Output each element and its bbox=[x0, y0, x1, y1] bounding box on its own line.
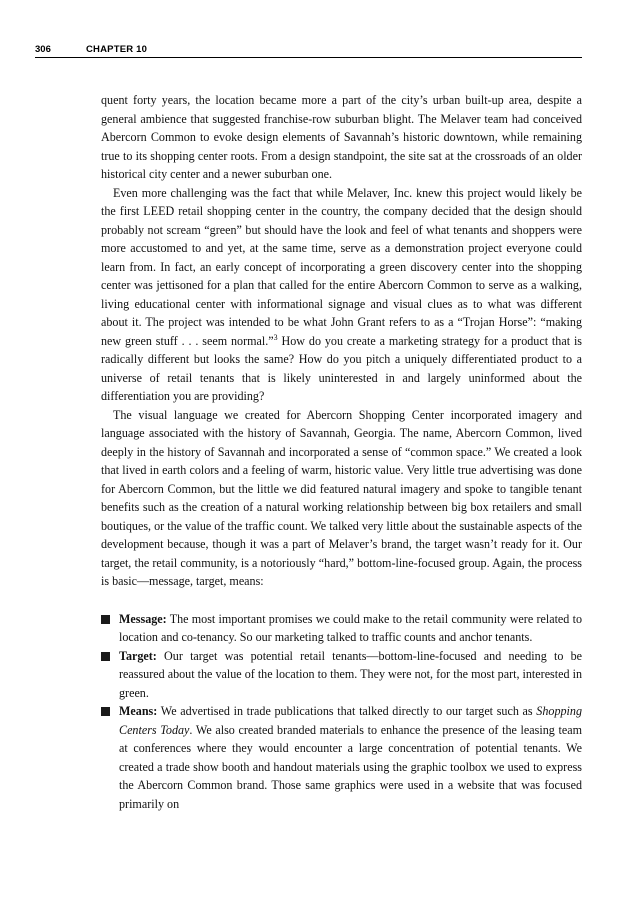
bullet-means bbox=[101, 702, 582, 813]
body-text bbox=[101, 91, 582, 813]
paragraph-1: quent forty years, the location became more a part of the city’s urban built-up area, despite a general ambience that suggested franchise-row suburban blight. The Melaver team had conceived Abercorn Common to evoke design elements of Savannah’s historic downtown, while remaining true to its shopping center roots. From a design standpoint, the site sat at the crossroads of an older historical city center and a newer suburban one. bbox=[101, 93, 582, 181]
square-bullet-icon bbox=[101, 707, 110, 716]
paragraph-2-text-a: Even more challenging was the fact that while Melaver, Inc. knew this project would likely be the first LEED retail shopping center in the country, the company decided that the design should probably not scream “green” but should have the look and feel of what tenants and shoppers were more accustomed to and yet, at the same time, serve as a demonstration project everyone could learn from. In fact, an early concept of incorporating a green discovery center into the shopping center was jettisoned for a plan that called for the entire Abercorn Common to serve as a walking, living educational center with informational signage and visual clues as to what was different about it. The project was intended to be what John Grant refers to as a “Trojan Horse”: “making new green stuff . . . seem normal.” bbox=[101, 185, 582, 348]
footnote-marker: 3 bbox=[273, 332, 278, 342]
paragraph-3: The visual language we created for Abercorn Shopping Center incorporated imagery and language associated with the history of Savannah, Georgia. The name, Abercorn Common, lived deeply in the history of Savannah and incorporated a sense of “common space.” We created a look that lived in earth colors and a feeling of warm, historic value. Very little true advertising was done for Abercorn Common, but the little we did featured natural imagery and spoke to tangible tenant benefits such as the creation of a natural working relationship between big box retailers and small boutiques, or the value of the traffic count. We talked very little about the sustainable aspects of the development because, though it was a part of Melaver’s brand, the target wasn’t ready for it. Our target, the retail community, is a notoriously “hard,” bottom-line-focused group. Again, the process is basic—message, target, means: bbox=[101, 407, 582, 588]
bullet-label: Means: bbox=[119, 704, 158, 718]
bullet-list bbox=[101, 610, 582, 814]
bullet-message bbox=[101, 610, 582, 647]
bullet-text-a: We advertised in trade publications that talked directly to our target such as bbox=[157, 704, 537, 718]
bullet-target bbox=[101, 647, 582, 703]
square-bullet-icon bbox=[101, 652, 110, 661]
bullet-label: Message: bbox=[119, 611, 167, 626]
bullet-label: Target: bbox=[119, 648, 157, 663]
bullet-text: Our target was potential retail tenants—bottom-line-focused and needing to be reassured about the value of the location to them. They were not, for the most part, interested in green. bbox=[119, 648, 582, 700]
bullet-text-b: . We also created branded materials to enhance the presence of the leasing team at conferences where they would encounter a large concentration of potential tenants. We created a trade show booth and handout materials using the graphic toolbox we used to express the Abercorn Common brand. Those same graphics were used in a website that was focused primarily on bbox=[119, 722, 582, 811]
page-number: 306 bbox=[35, 44, 51, 55]
square-bullet-icon bbox=[101, 615, 110, 624]
bullet-text: The most important promises we could make to the retail community were related to location and co-tenancy. So our marketing talked to traffic counts and anchor tenants. bbox=[119, 611, 582, 644]
publication-title: Shopping Centers Today bbox=[119, 704, 582, 737]
paragraph-2 bbox=[101, 184, 582, 406]
paragraph-2-text-b: How do you create a marketing strategy for a product that is radically different but looks the same? How do you pitch a uniquely differentiated product to a universe of retail tenants that is likely uninterested in and largely uninformed about the differentiation you are providing? bbox=[101, 333, 583, 403]
chapter-title: CHAPTER 10 bbox=[86, 44, 148, 55]
running-header bbox=[35, 43, 582, 58]
